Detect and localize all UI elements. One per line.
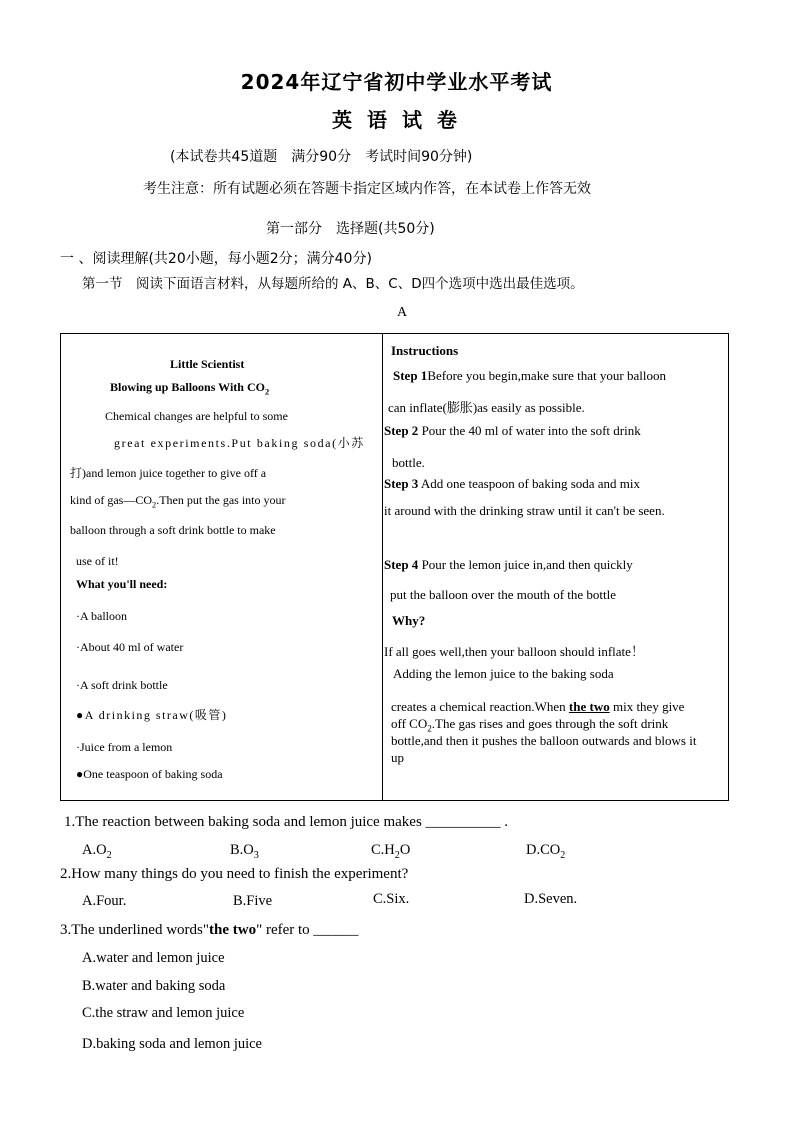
- why-line-3: creates a chemical reaction.When the two mix they give: [391, 699, 685, 714]
- why-heading: Why?: [392, 613, 426, 628]
- step-2-cont: bottle.: [392, 455, 425, 470]
- q1-option-a: $A.O_2$: [82, 842, 112, 861]
- q2-option-c: C.Six.: [373, 891, 410, 907]
- step-4: Step 4 Pour the lemon juice in,and then quickly: [384, 557, 633, 572]
- q3-option-d: D.baking soda and lemon juice: [82, 1036, 262, 1052]
- q1-option-d: $D.CO_2$: [526, 842, 566, 861]
- q3-option-c: C.the straw and lemon juice: [82, 1005, 245, 1021]
- question-2-stem: 2.How many things do you need to finish the experiment?: [60, 866, 409, 882]
- q1-option-b: $B.O_3$: [230, 842, 259, 861]
- q2-option-a: A.Four.: [82, 893, 127, 909]
- need-item: ·About 40 ml of water: [76, 640, 184, 654]
- why-line-6: up: [391, 750, 404, 765]
- intro-line-4: kind of $gas—CO_2.Then$ put the gas into your: [70, 493, 286, 510]
- need-item: ●One teaspoon of baking soda: [76, 767, 223, 781]
- q1-option-c: $C.H_2O$: [371, 842, 411, 861]
- why-line-5: bottle,and then it pushes the balloon outwards and blows it: [391, 733, 697, 748]
- step-4-cont: put the balloon over the mouth of the bottle: [390, 587, 617, 602]
- intro-line-1: Chemical changes are helpful to some: [105, 409, 288, 423]
- need-item: ●A drinking straw(吸管): [76, 708, 228, 722]
- subsection-instruction: 第一节 阅读下面语言材料，从每题所给的 A、B、C、D四个选项中选出最佳选项。: [82, 276, 584, 292]
- needs-heading: What you'll need:: [76, 577, 168, 591]
- intro-line-6: use of it!: [76, 554, 119, 568]
- step-2: Step 2 Pour the 40 ml of water into the soft drink: [384, 423, 641, 438]
- q3-option-a: A.water and lemon juice: [82, 950, 225, 966]
- step-3: Step 3 Add one teaspoon of baking soda and mix: [384, 476, 641, 491]
- passage-title: Little Scientist: [170, 357, 245, 371]
- q3-option-b: B.water and baking soda: [82, 978, 226, 994]
- exam-info: (本试卷共45道题 满分90分 考试时间90分钟): [170, 149, 473, 165]
- column-divider: [382, 333, 383, 800]
- underlined-the-two: the two: [568, 699, 610, 714]
- why-line-4: off $CO_2.The$ gas rises and goes through the soft drink: [391, 716, 669, 734]
- part-heading: 第一部分 选择题(共50分): [266, 221, 435, 237]
- passage-subtitle: Blowing up Balloons With $CO_2$: [110, 380, 270, 397]
- step-1: Step 1Before you begin,make sure that your balloon: [393, 368, 666, 383]
- why-line-1: If all goes well,then your balloon should inflate！: [384, 644, 644, 659]
- intro-line-3: 打)and lemon juice together to give off a: [70, 466, 267, 480]
- need-item: ·Juice from a lemon: [76, 740, 173, 754]
- need-item: ·A soft drink bottle: [76, 678, 168, 692]
- why-line-2: Adding the lemon juice to the baking soda: [393, 666, 614, 681]
- exam-notice: 考生注意：所有试题必须在答题卡指定区域内作答，在本试卷上作答无效: [143, 181, 591, 197]
- q2-option-b: B.Five: [233, 893, 273, 909]
- instructions-heading: Instructions: [391, 343, 459, 358]
- passage-label: A: [397, 305, 408, 320]
- question-3-stem: 3.The underlined words"the two" refer to ______: [60, 922, 359, 938]
- intro-line-2: great experiments.Put baking soda(小苏: [114, 436, 365, 450]
- step-3-cont: it around with the drinking straw until it can't be seen.: [384, 503, 665, 518]
- step-1-cont: can inflate(膨胀)as easily as possible.: [388, 400, 585, 415]
- exam-title: 2024年辽宁省初中学业水平考试: [240, 70, 553, 94]
- question-1-stem: 1.The reaction between baking soda and lemon juice makes __________ .: [64, 814, 509, 830]
- need-item: ·A balloon: [76, 609, 127, 623]
- q2-option-d: D.Seven.: [524, 891, 578, 907]
- exam-subtitle: 英 语 试 卷: [332, 108, 461, 132]
- section-heading: 一 、阅读理解(共20小题，每小题2分；满分40分): [60, 251, 372, 267]
- intro-line-5: balloon through a soft drink bottle to make: [70, 523, 276, 537]
